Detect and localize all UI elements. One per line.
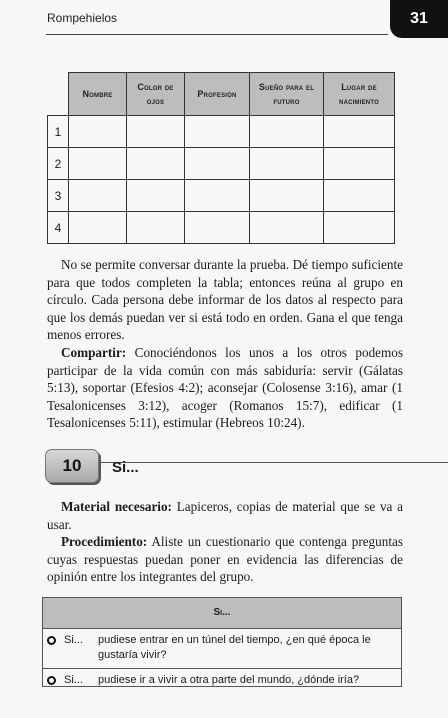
table-cell[interactable] <box>69 148 127 180</box>
questionnaire-box <box>42 597 402 687</box>
row-number: 1 <box>48 116 69 148</box>
table-row <box>48 180 395 212</box>
row-number: 4 <box>48 212 69 244</box>
roster-table <box>47 72 395 244</box>
questionnaire-heading: Si... <box>43 598 401 629</box>
paragraph-instructions: No se permite conversar durante la prueba. Dé tiempo suficiente para que todos completen la tabla; entonces reúna al grupo en círculo. Cada persona debe informar de los datos al respecto para que los demás puedan ver si está todo en orden. Gana el que tenga menos errores. <box>47 257 403 343</box>
question-lead: Si... <box>64 634 83 646</box>
compartir-text: Conociéndonos los unos a los otros podemos participar de la vida común con más sabiduría: servir (Gálatas 5:13), soportar (Efesios 4:2); aconsejar (Colosense 3:16), amar (1 Tesalonicenses 3:12), acoger (Romanos 15:7), edificar (1 Tesalonicenses 5:11), estimular (Hebreos 10:24). <box>47 344 403 431</box>
table-cell[interactable] <box>185 148 250 180</box>
row-number: 3 <box>48 180 69 212</box>
running-head: Rompehielos <box>47 11 118 25</box>
table-header-row <box>48 73 395 116</box>
column-header-nombre: Nombre <box>69 73 127 116</box>
table-cell[interactable] <box>250 116 324 148</box>
table-cell[interactable] <box>250 180 324 212</box>
bullet-icon <box>47 636 56 645</box>
label-material: Material necesario: <box>61 499 172 514</box>
column-header-profesion: Profesión <box>185 73 250 116</box>
table-cell[interactable] <box>324 148 395 180</box>
table-cell[interactable] <box>127 116 185 148</box>
table-cell[interactable] <box>324 212 395 244</box>
column-header-lugar: Lugar de nacimiento <box>324 73 395 116</box>
page-number: 31 <box>390 0 448 38</box>
procedimiento-text: Aliste un cuestionario que contenga preguntas cuyas respuestas puedan poner en evidencia las diferencias de opinión entre los integrantes del grupo. <box>47 534 403 585</box>
table-cell[interactable] <box>69 212 127 244</box>
table-cell[interactable] <box>127 148 185 180</box>
header-rule <box>46 34 388 35</box>
table-cell[interactable] <box>127 212 185 244</box>
question-item <box>43 668 401 688</box>
label-procedimiento: Procedimiento: <box>61 534 148 550</box>
table-cell[interactable] <box>324 180 395 212</box>
question-lead: Si... <box>64 674 83 686</box>
table-cell[interactable] <box>324 116 395 148</box>
table-cell[interactable] <box>185 180 250 212</box>
material-text: Lapiceros, copias de material que se va a usar. <box>47 499 404 532</box>
row-number: 2 <box>48 148 69 180</box>
paragraph-compartir <box>47 344 403 432</box>
table-cell[interactable] <box>250 148 324 180</box>
table-cell[interactable] <box>185 212 250 244</box>
section-title: Si... <box>112 459 139 476</box>
table-cell[interactable] <box>185 116 250 148</box>
section-body <box>47 498 403 586</box>
bullet-icon <box>47 676 56 685</box>
section-number-badge: 10 <box>45 449 99 483</box>
question-text: pudiese entrar en un túnel del tiempo, ¿en qué época le gustaría vivir? <box>98 634 371 661</box>
table-row <box>48 148 395 180</box>
question-text: pudiese ir a vivir a otra parte del mundo, ¿dónde iría? <box>98 674 360 686</box>
table-cell[interactable] <box>127 180 185 212</box>
section-rule <box>96 462 448 463</box>
column-header-color-de-ojos: Color de ojos <box>127 73 185 116</box>
table-cell[interactable] <box>69 116 127 148</box>
table-cell[interactable] <box>69 180 127 212</box>
column-header-sueno: Sueño para el futuro <box>250 73 324 116</box>
question-item <box>43 629 401 663</box>
table-row <box>48 116 395 148</box>
table-row <box>48 212 395 244</box>
label-compartir: Compartir: <box>61 344 127 360</box>
table-corner <box>48 73 69 116</box>
body-text <box>47 256 403 432</box>
table-cell[interactable] <box>250 212 324 244</box>
paragraph-material <box>47 498 403 533</box>
page-header <box>0 0 448 40</box>
paragraph-procedimiento <box>47 533 403 586</box>
